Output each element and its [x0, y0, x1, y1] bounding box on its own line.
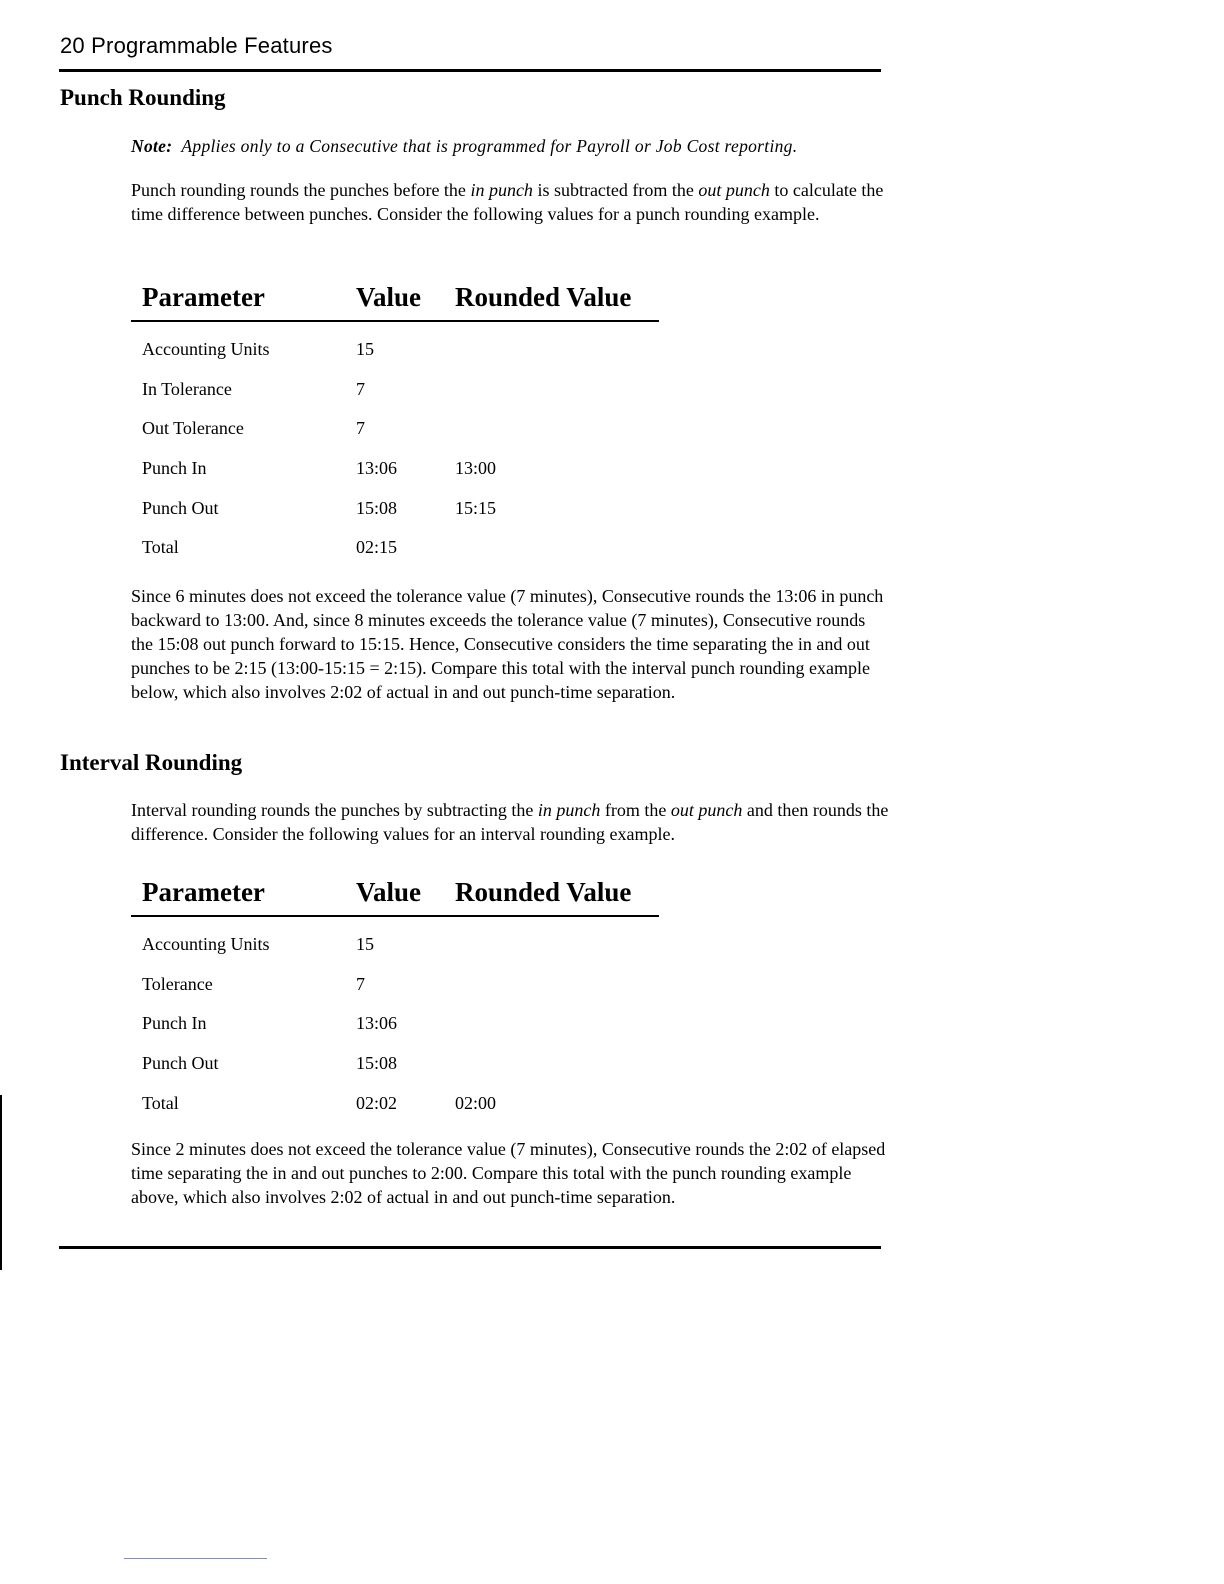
- table-row: [131, 916, 659, 965]
- header-rule: [59, 69, 881, 72]
- table-row: [131, 528, 659, 568]
- rounded-value-cell: [455, 1044, 659, 1084]
- value-cell: 7: [356, 378, 365, 399]
- parameter-cell: Total: [142, 1092, 179, 1113]
- table-row: [131, 409, 659, 449]
- intro-text: Interval rounding rounds the punches by subtracting the: [131, 800, 538, 820]
- note: [131, 136, 797, 157]
- intro-text: and then rounds the difference. Consider the following values for an interval rounding example.: [131, 800, 889, 844]
- value-cell: 13:06: [356, 458, 398, 479]
- margin-mark: [0, 1095, 2, 1270]
- interval-rounding-table: [131, 869, 659, 1123]
- value-cell: 15: [356, 339, 374, 360]
- value-cell: 7: [356, 418, 365, 439]
- parameter-cell: Punch In: [142, 1013, 207, 1034]
- value-cell: 15:08: [356, 1053, 398, 1074]
- value-cell: 7: [356, 973, 365, 994]
- column-header: Rounded Value: [455, 274, 659, 321]
- intro-emphasis: in punch: [537, 800, 601, 820]
- punch-rounding-intro: [131, 178, 891, 226]
- interval-rounding-explanation: Since 2 minutes does not exceed the tolerance value (7 minutes), Consecutive rounds the 2:02 of elapsed time separating the in and out punches to 2:00. Compare this total with the punch rounding example above, which also involves 2:02 of actual in and out punch-time separation.: [131, 1139, 886, 1207]
- parameter-cell: In Tolerance: [142, 378, 232, 399]
- rounded-value-cell: [455, 916, 659, 965]
- value-cell: 13:06: [356, 1013, 398, 1034]
- table-row: [131, 488, 659, 528]
- parameter-cell: Tolerance: [142, 973, 213, 994]
- note-label: Note:: [131, 136, 173, 156]
- punch-rounding-explanation: Since 6 minutes does not exceed the tolerance value (7 minutes), Consecutive rounds the 13:06 in punch backward to 13:00. And, since 8 minutes exceeds the tolerance value (7 minutes), Consecutive rounds the 15:08 out punch forward to 15:15. Hence, Consecutive considers the time separating the in and out punches to be 2:15 (13:00-15:15 = 2:15). Compare this total with the interval punch rounding example below, which also involves 2:02 of actual in and out punch-time separation.: [131, 586, 884, 702]
- bottom-line: [124, 1558, 267, 1559]
- rounded-value-cell: [455, 965, 659, 1005]
- parameter-cell: Accounting Units: [142, 339, 270, 360]
- parameter-cell: Punch Out: [142, 1053, 219, 1074]
- parameter-cell: Total: [142, 537, 179, 558]
- table-row: [131, 1044, 659, 1084]
- intro-text: Punch rounding rounds the punches before the: [131, 180, 471, 200]
- rounded-value-cell: [455, 370, 659, 410]
- rounded-value-cell: [455, 528, 659, 568]
- table-header-row: [131, 869, 659, 916]
- intro-emphasis: out punch: [670, 800, 743, 820]
- value-cell: 15:08: [356, 497, 398, 518]
- rounded-value-cell: 02:00: [455, 1092, 497, 1113]
- table-header-row: [131, 274, 659, 321]
- column-header: Value: [356, 869, 455, 916]
- intro-text: is subtracted from the: [532, 180, 699, 200]
- punch-rounding-heading: Punch Rounding: [60, 85, 226, 110]
- column-header: Value: [356, 274, 455, 321]
- value-cell: 02:15: [356, 537, 398, 558]
- table-row: [131, 1083, 659, 1123]
- value-cell: 15: [356, 934, 374, 955]
- footer-rule: [59, 1246, 881, 1249]
- page-header: 20 Programmable Features: [60, 33, 333, 58]
- column-header: Parameter: [131, 869, 356, 916]
- intro-text: from the: [600, 800, 671, 820]
- interval-rounding-intro: [131, 798, 891, 846]
- intro-emphasis: in punch: [470, 180, 533, 200]
- column-header: Parameter: [131, 274, 356, 321]
- rounded-value-cell: [455, 1004, 659, 1044]
- rounded-value-cell: 15:15: [455, 497, 497, 518]
- intro-text: to calculate the time difference between punches. Consider the following values for a punch rounding example.: [131, 180, 884, 224]
- rounded-value-cell: [455, 321, 659, 370]
- rounded-value-cell: [455, 409, 659, 449]
- parameter-cell: Punch In: [142, 458, 207, 479]
- rounded-value-cell: 13:00: [455, 458, 497, 479]
- table-row: [131, 1004, 659, 1044]
- table-row: [131, 449, 659, 489]
- table-row: [131, 370, 659, 410]
- parameter-cell: Out Tolerance: [142, 418, 244, 439]
- intro-emphasis: out punch: [698, 180, 770, 200]
- parameter-cell: Accounting Units: [142, 934, 270, 955]
- table-row: [131, 321, 659, 370]
- parameter-cell: Punch Out: [142, 497, 219, 518]
- table-row: [131, 965, 659, 1005]
- interval-rounding-heading: Interval Rounding: [60, 750, 243, 775]
- column-header: Rounded Value: [455, 869, 659, 916]
- note-text: Applies only to a Consecutive that is programmed for Payroll or Job Cost reporting.: [181, 136, 798, 156]
- punch-rounding-table: [131, 274, 659, 568]
- value-cell: 02:02: [356, 1092, 398, 1113]
